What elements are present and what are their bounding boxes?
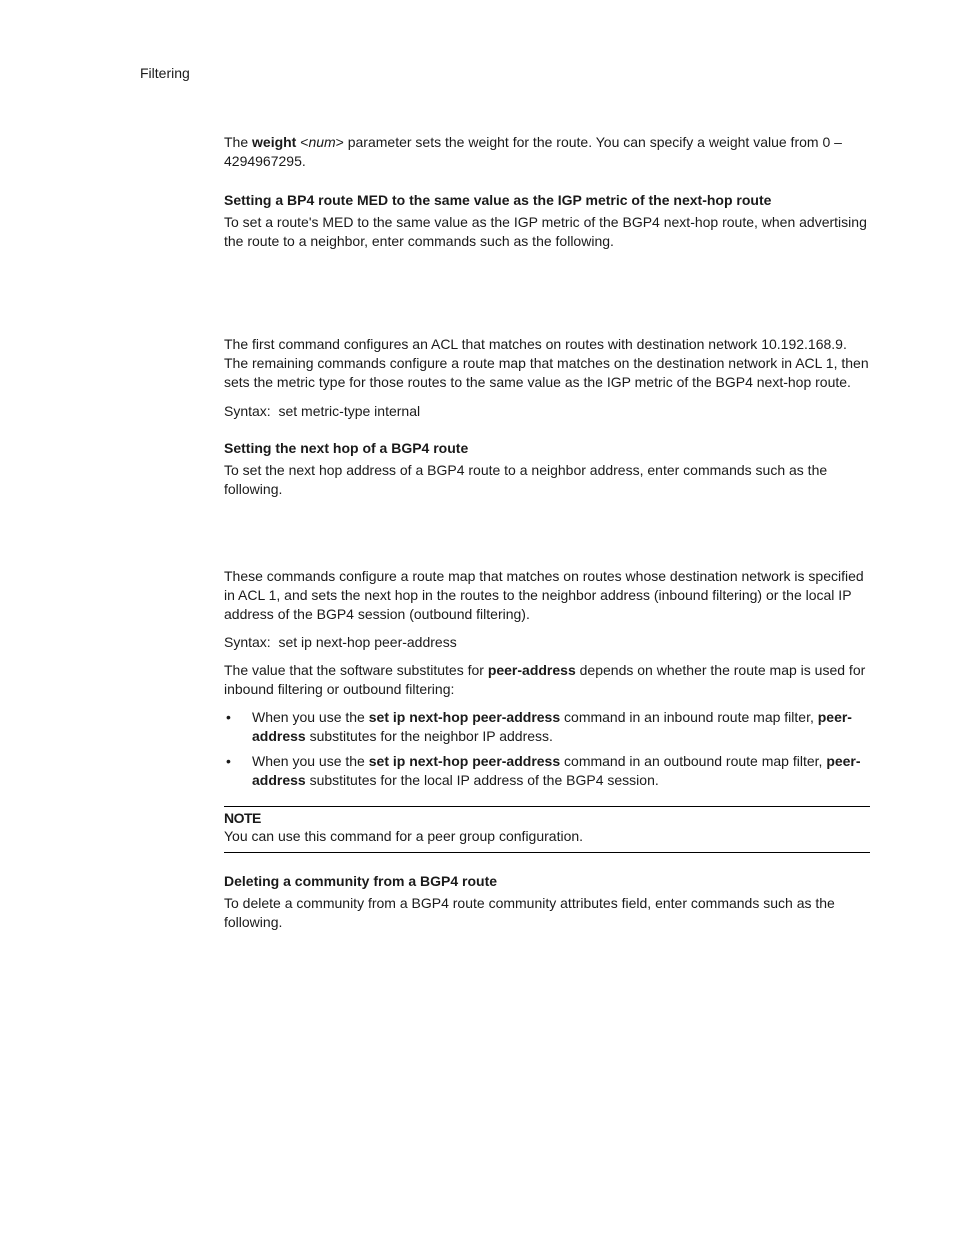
syntax-command: set metric-type internal	[278, 403, 421, 419]
keyword-command: set ip next-hop peer-address	[368, 753, 561, 769]
text-run: The	[224, 134, 253, 150]
heading-med: Setting a BP4 route MED to the same value as the IGP metric of the next-hop route	[224, 192, 772, 208]
syntax-label: Syntax:	[224, 403, 271, 419]
peer-address-paragraph	[224, 661, 870, 699]
bullet-list	[224, 708, 870, 790]
note-box	[224, 806, 870, 853]
heading-community: Deleting a community from a BGP4 route	[224, 873, 498, 889]
syntax-next-hop	[224, 633, 870, 652]
text-run: depends on whether the route map is used for inbound filtering or outbound filtering:	[224, 662, 866, 697]
keyword-peer-address: peer-address	[252, 709, 852, 744]
running-header: Filtering	[140, 65, 190, 81]
syntax-command: set ip next-hop peer-address	[278, 634, 457, 650]
page-content	[224, 133, 870, 932]
next-hop-intro: To set the next hop address of a BGP4 route to a neighbor address, enter commands such as the following.	[224, 462, 828, 497]
text-run: > parameter sets the weight for the route. You can specify a weight value from 0 – 4294967295.	[224, 134, 842, 169]
med-explanation: The first command configures an ACL that matches on routes with destination network 10.192.168.9. The remaining commands configure a route map that matches on the destination network in ACL 1, then sets the metric type for those routes to the same value as the IGP metric of the BGP4 next-hop route.	[224, 336, 869, 390]
med-intro: To set a route's MED to the same value as the IGP metric of the BGP4 next-hop route, when advertising the route to a neighbor, enter commands such as the following.	[224, 214, 867, 249]
weight-paragraph	[224, 133, 870, 171]
keyword-command: set ip next-hop peer-address	[368, 709, 561, 725]
keyword-peer-address: peer-address	[252, 753, 861, 788]
keyword-peer-address: peer-address	[487, 662, 576, 678]
text-run: When you use the	[252, 753, 369, 769]
syntax-metric-type	[224, 402, 870, 421]
next-hop-explanation: These commands configure a route map that matches on routes whose destination network is specified in ACL 1, and sets the next hop in the routes to the neighbor address (inbound filtering) or the local IP address of the BGP4 session (outbound filtering).	[224, 568, 864, 622]
list-item	[224, 708, 870, 746]
note-label: NOTE	[224, 810, 261, 826]
text-run: <	[296, 134, 309, 150]
text-run: The value that the software substitutes for	[224, 662, 488, 678]
list-item	[224, 752, 870, 790]
text-run: command in an outbound route map filter,	[560, 753, 827, 769]
param-num: num	[308, 134, 336, 150]
text-run: command in an inbound route map filter,	[560, 709, 818, 725]
bullet-icon: •	[226, 709, 231, 725]
bullet-icon: •	[226, 753, 231, 769]
text-run: substitutes for the local IP address of the BGP4 session.	[305, 772, 659, 788]
syntax-label: Syntax:	[224, 634, 271, 650]
heading-next-hop: Setting the next hop of a BGP4 route	[224, 440, 469, 456]
text-run: substitutes for the neighbor IP address.	[305, 728, 553, 744]
keyword-weight: weight	[252, 134, 297, 150]
community-intro: To delete a community from a BGP4 route community attributes field, enter commands such as the following.	[224, 895, 835, 930]
note-text: You can use this command for a peer group configuration.	[224, 828, 584, 844]
text-run: When you use the	[252, 709, 369, 725]
